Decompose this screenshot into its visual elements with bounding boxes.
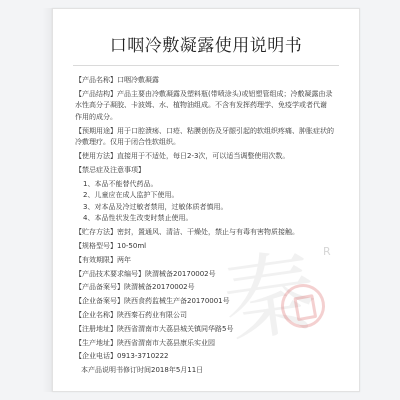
instruction-sheet (52, 8, 360, 392)
document-title: 口咽冷敷凝露使用说明书 (109, 36, 303, 56)
text-line: 【有效期限】两年 (75, 255, 131, 264)
text-line: 【规格型号】10-50ml (75, 242, 147, 251)
text-line: 【产品结构】产品主要由冷敷凝露及塑料瓶(带喷涂头)或铝塑管组成；冷敷凝露由录 (75, 89, 333, 98)
document-body (75, 75, 345, 377)
text-line: 【产品技术要求编号】陕渭械备20170002号 (75, 269, 216, 278)
section-intended-use (75, 126, 345, 149)
section-tech-requirement (75, 269, 345, 281)
watermark-calligraphy: 秦 (217, 238, 324, 357)
text-line: 【企业电话】0913-3710222 (75, 352, 169, 361)
list-item: 3、对本品及冷过敏者禁用，过敏体质者慎用。 (83, 202, 228, 211)
section-company-filing (75, 296, 345, 308)
section-registered-address (75, 324, 345, 336)
title-divider (73, 65, 339, 66)
text-line: 【注册地址】陕西省渭南市大荔县城关镇同华路5号 (75, 324, 234, 333)
text-line: 冷敷理疗。仅用于闭合性软组织。 (75, 138, 180, 147)
section-storage (75, 227, 345, 239)
list-item: 1、本品不能替代药品。 (83, 179, 158, 188)
section-specification (75, 241, 345, 253)
section-usage (75, 151, 345, 163)
text-line: 作用的成分。 (75, 112, 117, 121)
section-company-phone (75, 351, 345, 363)
text-line: 【企业名称】陕西秦石药业有限公司 (75, 310, 187, 319)
list-item: 2、儿童应在成人监护下使用。 (83, 191, 179, 200)
text-line: 【禁忌症及注意事项】 (75, 165, 145, 174)
text-line: 【生产地址】陕西省渭南市大荔县康乐实业园 (75, 338, 215, 347)
section-validity (75, 255, 345, 267)
section-product-name (75, 75, 345, 87)
text-line: 水性高分子凝胶、卡波姆、水、植物油组成。不含有发挥药理学、免疫学或者代谢 (75, 101, 327, 110)
section-product-structure (75, 89, 345, 124)
text-line: 【使用方法】直接用于不适处，每日2-3次，可以适当调整使用次数。 (75, 152, 290, 161)
section-production-address (75, 338, 345, 350)
text-line: 【企业备案号】陕西食药监械生产备20170001号 (75, 297, 230, 306)
text-line: 【预期用途】用于口腔溃疡、口疮、粘膜创伤及牙龈引起的软组织疼痛、肿胀症状的 (75, 126, 334, 135)
section-product-filing (75, 282, 345, 294)
text-line: 【贮存方法】密封，置通风、清洁、干燥处，禁止与有毒有害物质接触。 (75, 228, 299, 237)
list-item: 4、本品性状发生改变时禁止使用。 (83, 214, 193, 223)
contraindication-list (75, 179, 345, 225)
section-company-name (75, 310, 345, 322)
revision-date: 本产品说明书修订时间2018年5月11日 (81, 366, 204, 375)
registered-mark: R (323, 245, 331, 258)
page-shadow (42, 8, 52, 392)
section-contraindications (75, 165, 345, 177)
text-line: 【产品名称】口咽冷敷凝露 (75, 76, 159, 84)
text-line: 【产品备案号】陕渭械备20170002号 (75, 283, 195, 292)
